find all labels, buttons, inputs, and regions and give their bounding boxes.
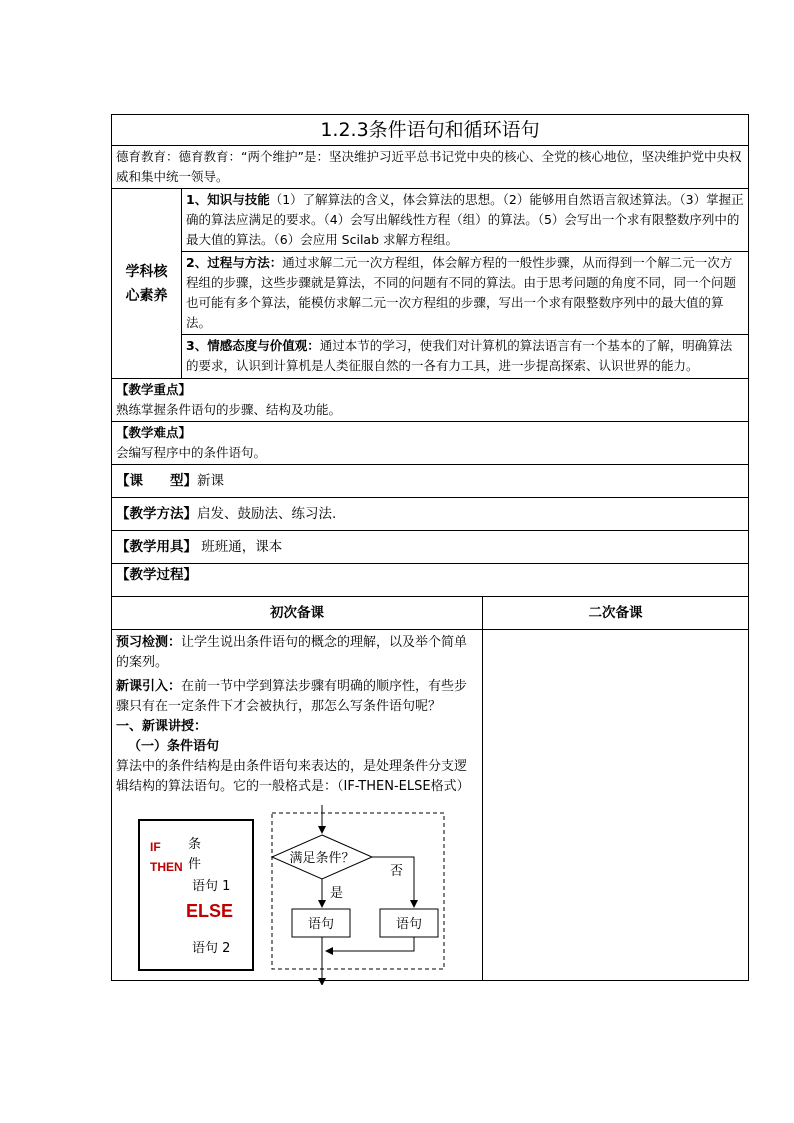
condition-label: 条件 bbox=[188, 837, 222, 872]
lesson-type-head: 【课 型】 bbox=[116, 473, 197, 489]
then-keyword: THEN bbox=[150, 860, 183, 874]
process-row bbox=[112, 564, 749, 597]
core-item-head: 1、知识与技能 bbox=[186, 192, 270, 207]
tools-row bbox=[112, 531, 749, 564]
conditional-paragraph: 算法中的条件结构是由条件语句来表达的，是处理条件分支逻辑结构的算法语句。它的一般格式是：（IF-THEN-ELSE格式） bbox=[116, 759, 470, 794]
process-head: 【教学过程】 bbox=[116, 567, 197, 583]
flowchart-diagram bbox=[266, 805, 456, 985]
core-item-text: 通过本节的学习，使我们对计算机的算法语言有一个基本的了解，明确算法的要求，认识到计算机是人类征服自然的一各有力工具，进一步提高探索、认识世界的能力。 bbox=[186, 338, 733, 373]
statement-1-label: 语句 1 bbox=[192, 879, 231, 894]
lesson-plan-table bbox=[111, 114, 749, 981]
core-item-process bbox=[182, 252, 749, 335]
section-heading: 一、新课讲授： bbox=[116, 719, 208, 734]
difficulty-head: 【教学难点】 bbox=[116, 425, 192, 440]
subsection-heading: （一）条件语句 bbox=[128, 739, 220, 754]
no-label: 否 bbox=[390, 864, 404, 879]
core-item-head: 3、情感态度与价值观： bbox=[186, 338, 320, 353]
difficulty-text: 会编写程序中的条件语句。 bbox=[116, 445, 267, 460]
core-item-head: 2、过程与方法： bbox=[186, 255, 283, 270]
core-item-emotion bbox=[182, 335, 749, 379]
difficulty-section bbox=[112, 422, 749, 465]
conditional-illustration bbox=[116, 805, 478, 975]
if-then-else-box bbox=[138, 819, 254, 971]
intro-text: 在前一节中学到算法步骤有明确的顺序性，有些步骤只有在一定条件下才会被执行，那怎么写条件语句呢？ bbox=[116, 679, 468, 714]
second-prep-content bbox=[483, 630, 749, 981]
lesson-plan-page bbox=[111, 114, 748, 981]
if-keyword: IF bbox=[150, 840, 161, 854]
method-row bbox=[112, 498, 749, 531]
yes-label: 是 bbox=[330, 886, 344, 901]
tools-head: 【教学用具】 bbox=[116, 539, 197, 555]
core-literacy-label bbox=[112, 189, 182, 379]
core-item-text: （1）了解算法的含义，体会算法的思想。（2）能够用自然语言叙述算法。（3）掌握正确的算法应满足的要求。（4）会写出解线性方程（组）的算法。（5）会写出一个求有限整数序列中的最大值的算法。（6）会应用 Scilab 求解方程组。 bbox=[186, 192, 744, 247]
core-label-line2: 心素养 bbox=[125, 287, 168, 304]
method-text: 启发、鼓励法、练习法. bbox=[197, 506, 337, 522]
method-head: 【教学方法】 bbox=[116, 506, 197, 522]
preview-text: 让学生说出条件语句的概念的理解，以及举个简单的案列。 bbox=[116, 635, 468, 670]
lesson-type-row bbox=[112, 465, 749, 498]
statement-box-right-label: 语句 bbox=[395, 917, 423, 932]
moral-education: 德育教育：德育教育：“两个维护”是：坚决维护习近平总书记党中央的核心、全党的核心地位，坚决维护党中央权威和集中统一领导。 bbox=[112, 146, 749, 189]
page-title: 1.2.3条件语句和循环语句 bbox=[112, 115, 749, 146]
key-point-text: 熟练掌握条件语句的步骤、结构及功能。 bbox=[116, 402, 342, 417]
col-second-prep: 二次备课 bbox=[483, 597, 749, 630]
key-point-section bbox=[112, 379, 749, 422]
col-first-prep: 初次备课 bbox=[112, 597, 483, 630]
intro-head: 新课引入： bbox=[116, 679, 182, 694]
core-item-knowledge bbox=[182, 189, 749, 252]
key-point-head: 【教学重点】 bbox=[116, 382, 192, 397]
preview-head: 预习检测： bbox=[116, 635, 182, 650]
statement-2-label: 语句 2 bbox=[192, 941, 231, 956]
decision-label: 满足条件？ bbox=[289, 851, 355, 866]
lesson-type-text: 新课 bbox=[197, 473, 224, 489]
core-item-text: 通过求解二元一次方程组，体会解方程的一般性步骤，从而得到一个解二元一次方程组的步骤，这些步骤就是算法，不同的问题有不同的算法。由于思考问题的角度不同，同一个问题也可能有多个算法，能模仿求解二元一次方程组的步骤，写出一个求有限整数序列中的最大值的算法。 bbox=[186, 255, 737, 330]
statement-box-left-label: 语句 bbox=[307, 917, 335, 932]
first-prep-content bbox=[112, 630, 483, 981]
merge-arrow bbox=[326, 937, 414, 951]
else-keyword: ELSE bbox=[186, 901, 234, 921]
tools-text: 班班通，课本 bbox=[197, 539, 283, 555]
core-label-line1: 学科核 bbox=[125, 263, 168, 280]
flowchart-dashed-frame bbox=[272, 813, 444, 969]
